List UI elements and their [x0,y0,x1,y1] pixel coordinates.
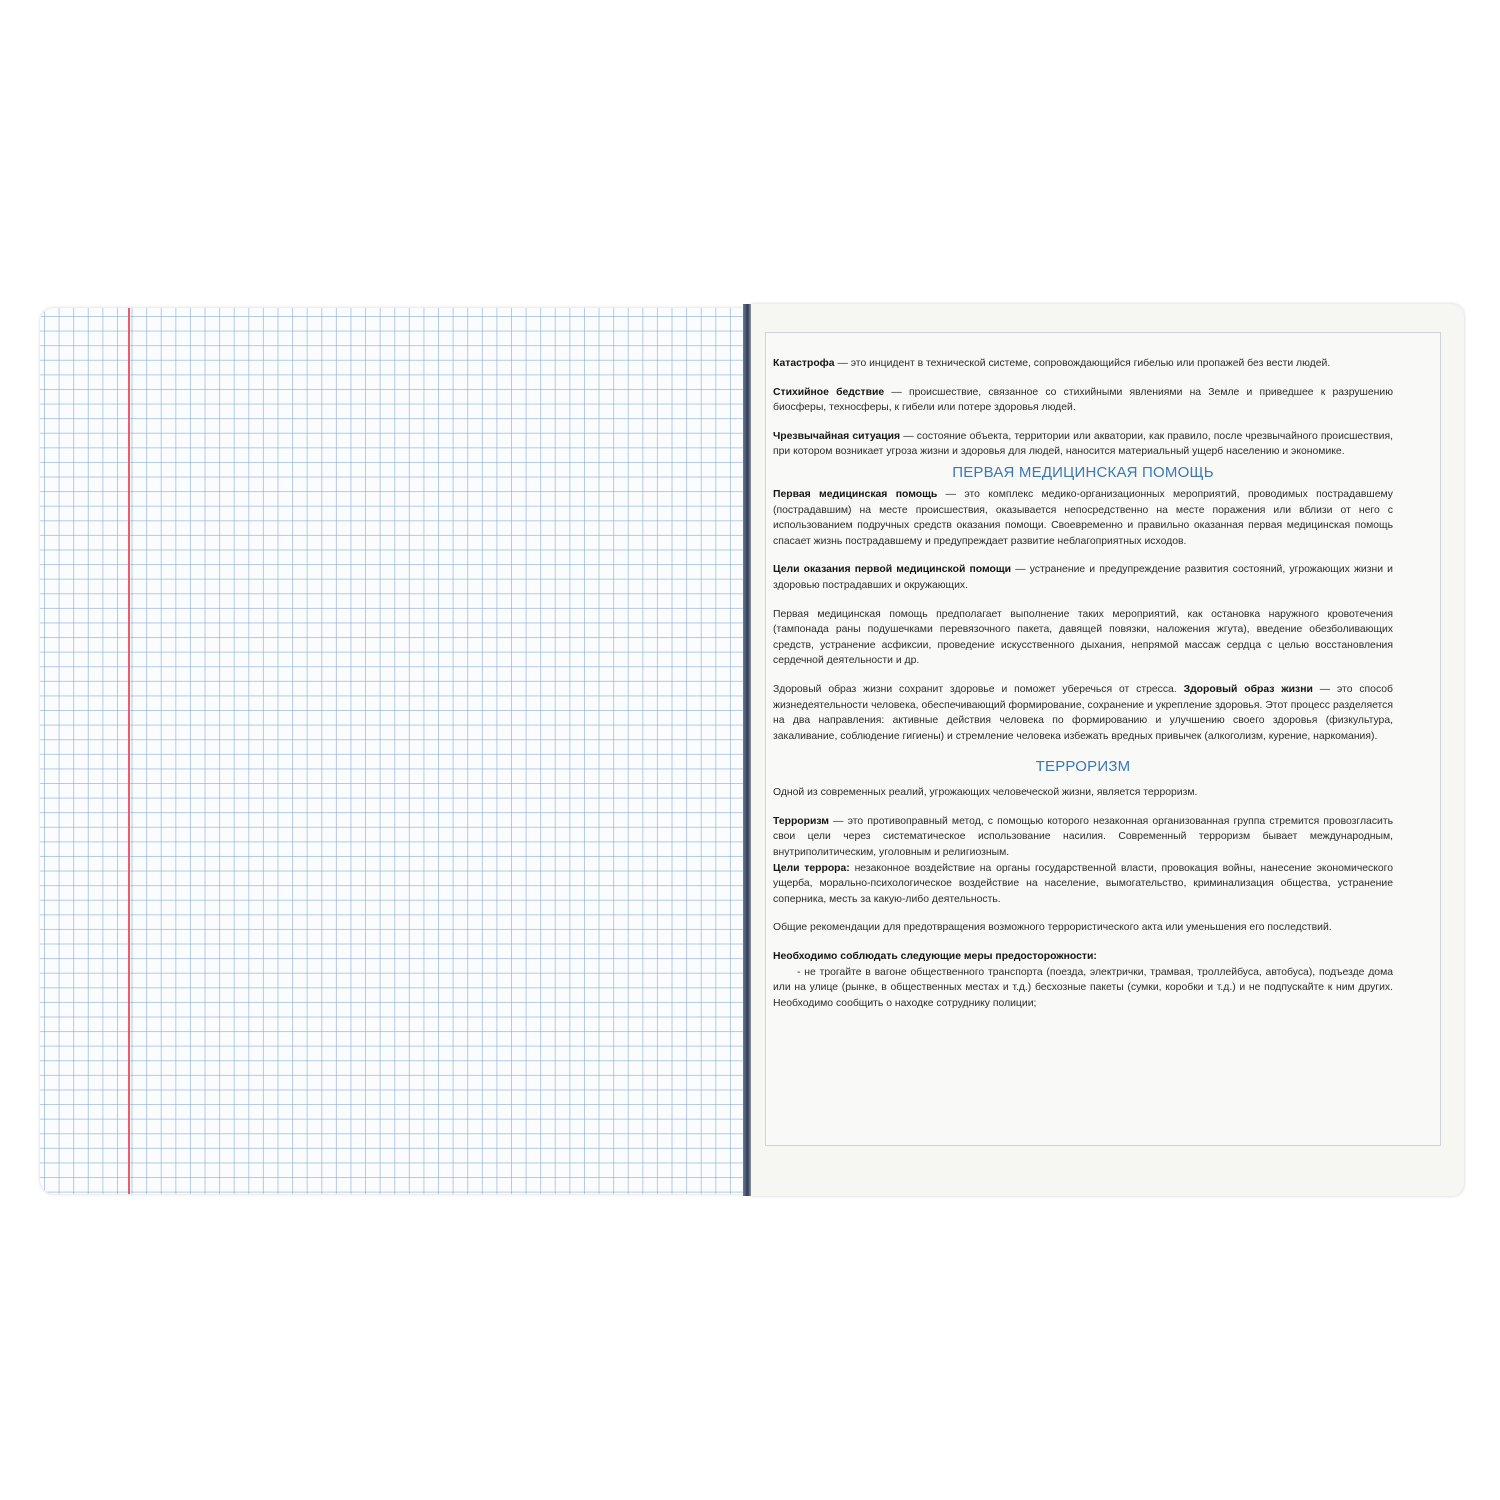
healthy-lifestyle-intro: Здоровый образ жизни сохранит здоровье и поможет уберечься от стресса. [773,683,1184,695]
term-disaster: Стихийное бедствие [773,386,885,398]
paragraph-first-aid-goals [773,562,1393,593]
term-terrorism: Терроризм [773,815,829,827]
definition-emergency: — состояние объекта, территории или акватории, как правило, после чрезвычайного происшествия, при котором возникает угроза жизни и здоровья для людей, наносится материальный ущерб населению и экономике. [773,430,1393,458]
definition-terrorism: — это противоправный метод, с помощью которого незаконная организованная группа стремится провозгласить свои цели через систематическое использование насилия. Современный терроризм бывает международным, внутриполитическим, уголовным и религиозным. [773,815,1393,859]
grid-page [40,308,743,1194]
notebook-spine [743,304,751,1196]
precautions-heading [773,949,1393,965]
definition-first-aid: — это комплекс медико-организационных мероприятий, проводимых пострадавшему (пострадавшим) на месте происшествия, оказывается непосредственно на месте поражения или вблизи от него с использованием подручных средств оказания помощи. Своевременно и правильно оказанная первая медицинская помощь спасает жизнь пострадавшему и предупреждает развитие неблагоприятных исходов. [773,488,1393,547]
heading-first-aid: ПЕРВАЯ МЕДИЦИНСКАЯ ПОМОЩЬ [952,463,1214,481]
paragraph-terrorism-definition [773,814,1393,861]
term-precautions: Необходимо соблюдать следующие меры предосторожности: [773,951,1097,963]
definition-catastrophe: — это инцидент в технической системе, сопровождающийся гибелью или пропажей без вести людей. [834,358,1331,369]
paragraph-catastrophe [773,356,1393,372]
paragraph-general-recommendations: Общие рекомендации для предотвращения возможного террористического акта или уменьшения его последствий. [773,922,1332,934]
paragraph-terror-goals [773,861,1393,908]
paragraph-first-aid-measures: Первая медицинская помощь предполагает выполнение таких мероприятий, как остановка наружного кровотечения (тампонада раны подушечками перевязочного пакета, давящей повязки, наложения жгута), введение обезболивающих средств, устранение асфиксии, проведение искусственного дыхания, непрямой массаж сердца с целью восстановления сердечной деятельности и др. [773,608,1393,667]
term-first-aid: Первая медицинская помощь [773,488,938,500]
margin-line [128,308,130,1194]
text-page [751,304,1464,1196]
text-content [773,356,1393,1024]
paragraph-healthy-lifestyle [773,682,1393,744]
definition-terror-goals: незаконное воздействие на органы государственной власти, провокация войны, нанесение экономического ущерба, морально-психологическое воздействие на население, вымогательство, криминализация общества, устранение соперника, месть за какую-либо деятельность. [773,862,1393,905]
heading-terrorism: ТЕРРОРИЗМ [1035,758,1131,776]
term-healthy-lifestyle: Здоровый образ жизни [1183,683,1313,695]
term-first-aid-goals: Цели оказания первой медицинской помощи [773,564,1012,576]
term-terror-goals: Цели террора: [773,862,850,874]
paragraph-disaster [773,385,1393,416]
open-notebook [40,304,1464,1196]
definition-disaster: — происшествие, связанное со стихийными явлениями на Земле и приведшее к разрушению биосферы, техносферы, к гибели или потере здоровья людей. [773,386,1393,414]
paragraph-emergency [773,429,1393,460]
paragraph-terrorism-intro: Одной из современных реалий, угрожающих человеческой жизни, является терроризм. [773,787,1198,799]
definition-first-aid-goals: — устранение и предупреждение развития состояний, угрожающих жизни и здоровью пострадавших и окружающих. [773,564,1393,591]
term-emergency: Чрезвычайная ситуация [773,430,901,442]
precaution-item: - не трогайте в вагоне общественного транспорта (поезда, электрички, трамвая, троллейбуса, автобуса), подъезде дома или на улице (рынке, в общественных местах и т.д.) бесхозные пакеты (сумки, коробки и т.д.) и не подпускайте к ним других. Необходимо сообщить о находке сотруднику полиции; [773,966,1393,1009]
definition-healthy-lifestyle: — это способ жизнедеятельности человека, обеспечивающий формирование, сохранение и укрепление здоровья. Этот процесс разделяется на два направления: активные действия человека по формированию и улучшению своего здоровья (физкультура, закаливание, соблюдение гигиены) и стремление человека избежать вредных привычек (алкоголизм, курение, наркомания). [773,683,1393,742]
term-catastrophe: Катастрофа [773,358,835,369]
paragraph-first-aid-definition [773,487,1393,549]
